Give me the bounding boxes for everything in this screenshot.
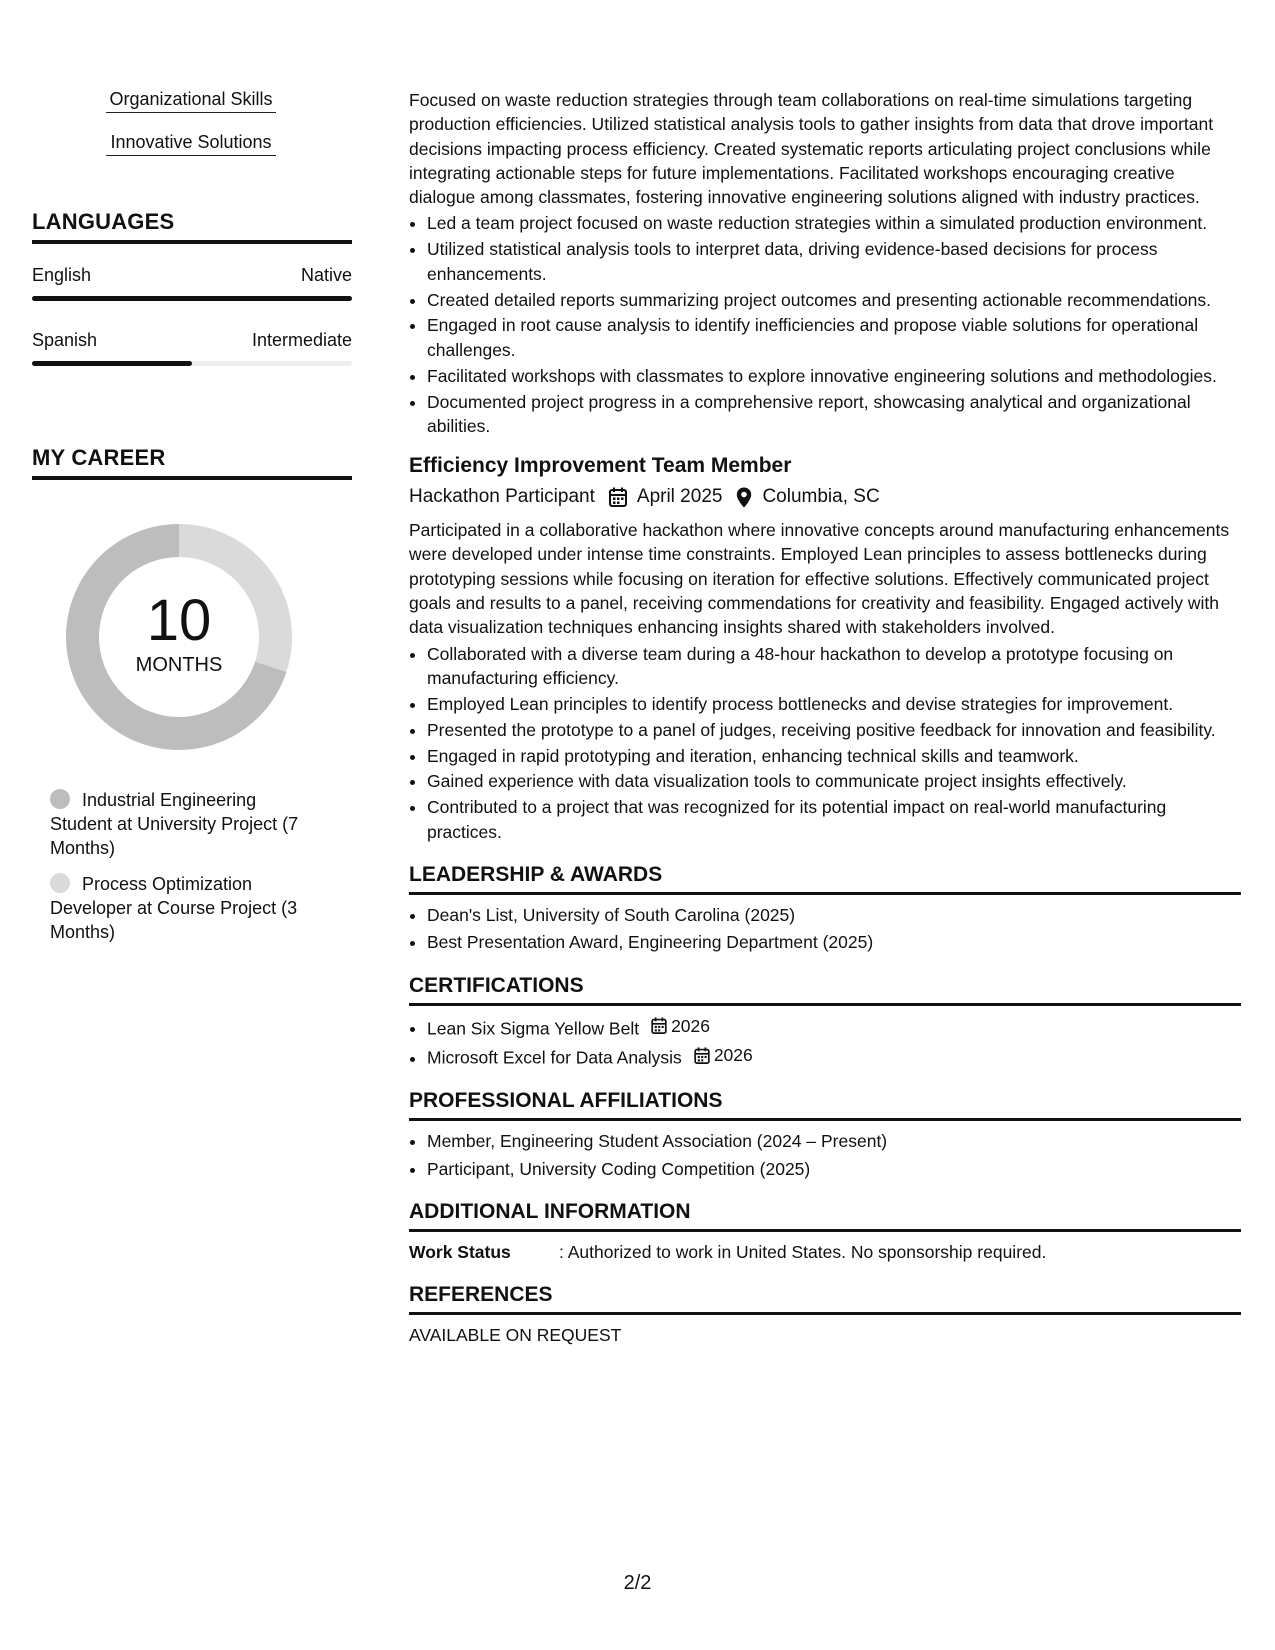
list-item: • Employed Lean principles to identify process bottlenecks and devise strategies for improvement. [427,692,1241,716]
affiliations-heading: PROFESSIONAL AFFILIATIONS [409,1088,1241,1121]
leadership-heading: LEADERSHIP & AWARDS [409,862,1241,895]
career-legend-item [50,872,310,944]
job-location: Columbia, SC [762,486,880,508]
list-item: • Engaged in rapid prototyping and iteration, enhancing technical skills and teamwork. [427,744,1241,768]
language-bar [32,361,352,366]
list-item: • Led a team project focused on waste reduction strategies within a simulated production environment. [427,211,1241,235]
language-bar-fill [32,296,352,301]
job-paragraph: Participated in a collaborative hackathon where innovative concepts around manufacturing enhancements were developed under intense time constraints. Employed Lean principles to assess bottlenecks during prototyping sessions while focusing on iteration for effective solutions. Effectively communicated project goals and results to a panel, receiving commendations for creativity and feasibility. Engaged actively with data visualization techniques enhancing insights shared with stakeholders involved. [409,520,1230,638]
certification-name: Lean Six Sigma Yellow Belt [427,1018,640,1039]
affiliations-list [409,1129,1241,1181]
list-item: • Engaged in root cause analysis to identify inefficiencies and propose viable solutions for operational challenges. [427,313,1241,362]
certification-name: Microsoft Excel for Data Analysis [427,1048,682,1069]
page-number: 2/2 [623,1572,652,1594]
list-item: • Collaborated with a diverse team during a 48-hour hackathon to develop a prototype focusing on manufacturing efficiency. [427,642,1241,691]
certifications-heading: CERTIFICATIONS [409,973,1241,1006]
certification-year: 2026 [713,1045,753,1066]
language-level: Native [300,265,352,285]
list-item: • Participant, University Coding Competition (2025) [427,1157,1241,1181]
legend-dot-icon [50,789,70,809]
job-meta [409,484,1241,510]
list-item: • Documented project progress in a comprehensive report, showcasing analytical and organizational abilities. [427,390,1241,439]
language-bar [32,296,352,301]
calendar-icon [694,1047,710,1064]
certification-year: 2026 [671,1015,711,1036]
list-item: • Facilitated workshops with classmates to explore innovative engineering solutions and methodologies. [427,364,1241,388]
calendar-icon [651,1017,667,1034]
career-total-value: 10 [146,588,212,653]
language-item [32,329,352,366]
list-item: • Presented the prototype to a panel of judges, receiving positive feedback for innovation and feasibility. [427,718,1241,742]
list-item [427,1043,1241,1070]
leadership-list [409,903,1241,955]
languages-heading: LANGUAGES [32,208,352,244]
certifications-list [409,1014,1241,1071]
career-legend [32,788,352,944]
career-legend-item [50,788,310,860]
work-status-label: Work Status [409,1242,511,1263]
work-status-value: : Authorized to work in United States. No sponsorship required. [559,1242,1047,1263]
career-heading: MY CAREER [32,444,352,480]
job-organization: Hackathon Participant [409,486,595,508]
intro-bullet-list [409,211,1241,438]
language-name: Spanish [32,330,98,350]
references-heading: REFERENCES [409,1282,1241,1315]
list-item [427,1014,1241,1041]
calendar-icon [609,487,627,507]
skill-item: Innovative Solutions [106,125,276,156]
list-item: • Gained experience with data visualization tools to communicate project insights effectively. [427,769,1241,793]
job-bullet-list [409,642,1241,844]
legend-dot-icon [50,873,70,893]
language-name: English [32,265,92,285]
career-legend-label: Process Optimization Developer at Course Project (3 Months) [50,874,298,942]
job-date: April 2025 [636,486,723,508]
language-item [32,264,352,301]
skill-item: Organizational Skills [106,82,276,113]
language-bar-fill [32,361,192,366]
list-item: • Contributed to a project that was recognized for its potential impact on real-world manufacturing practices. [427,795,1241,844]
main-content [409,88,1241,1347]
list-item: • Dean's List, University of South Carolina (2025) [427,903,1241,927]
career-total-unit: MONTHS [135,654,223,676]
list-item: • Member, Engineering Student Association (2024 – Present) [427,1129,1241,1153]
list-item: • Utilized statistical analysis tools to interpret data, driving evidence-based decisions for process enhancements. [427,237,1241,286]
sidebar [32,82,352,956]
career-donut-chart [66,524,292,750]
job-title: Efficiency Improvement Team Member [409,454,792,478]
list-item: • Best Presentation Award, Engineering Department (2025) [427,930,1241,954]
additional-info-heading: ADDITIONAL INFORMATION [409,1199,1241,1232]
work-status-row [409,1240,1241,1264]
intro-paragraph: Focused on waste reduction strategies through team collaborations on real-time simulations targeting production efficiencies. Utilized statistical analysis tools to gather insights from data that drove important decisions impacting process efficiency. Created systematic reports articulating project conclusions while integrating actionable steps for future implementations. Facilitated workshops encouraging creative dialogue among classmates, fostering innovative engineering solutions aligned with industry practices. [409,90,1214,208]
location-pin-icon [736,487,752,508]
language-level: Intermediate [251,330,352,350]
references-text: AVAILABLE ON REQUEST [409,1325,622,1346]
list-item: • Created detailed reports summarizing project outcomes and presenting actionable recommendations. [427,288,1241,312]
career-legend-label: Industrial Engineering Student at University Project (7 Months) [50,790,299,858]
